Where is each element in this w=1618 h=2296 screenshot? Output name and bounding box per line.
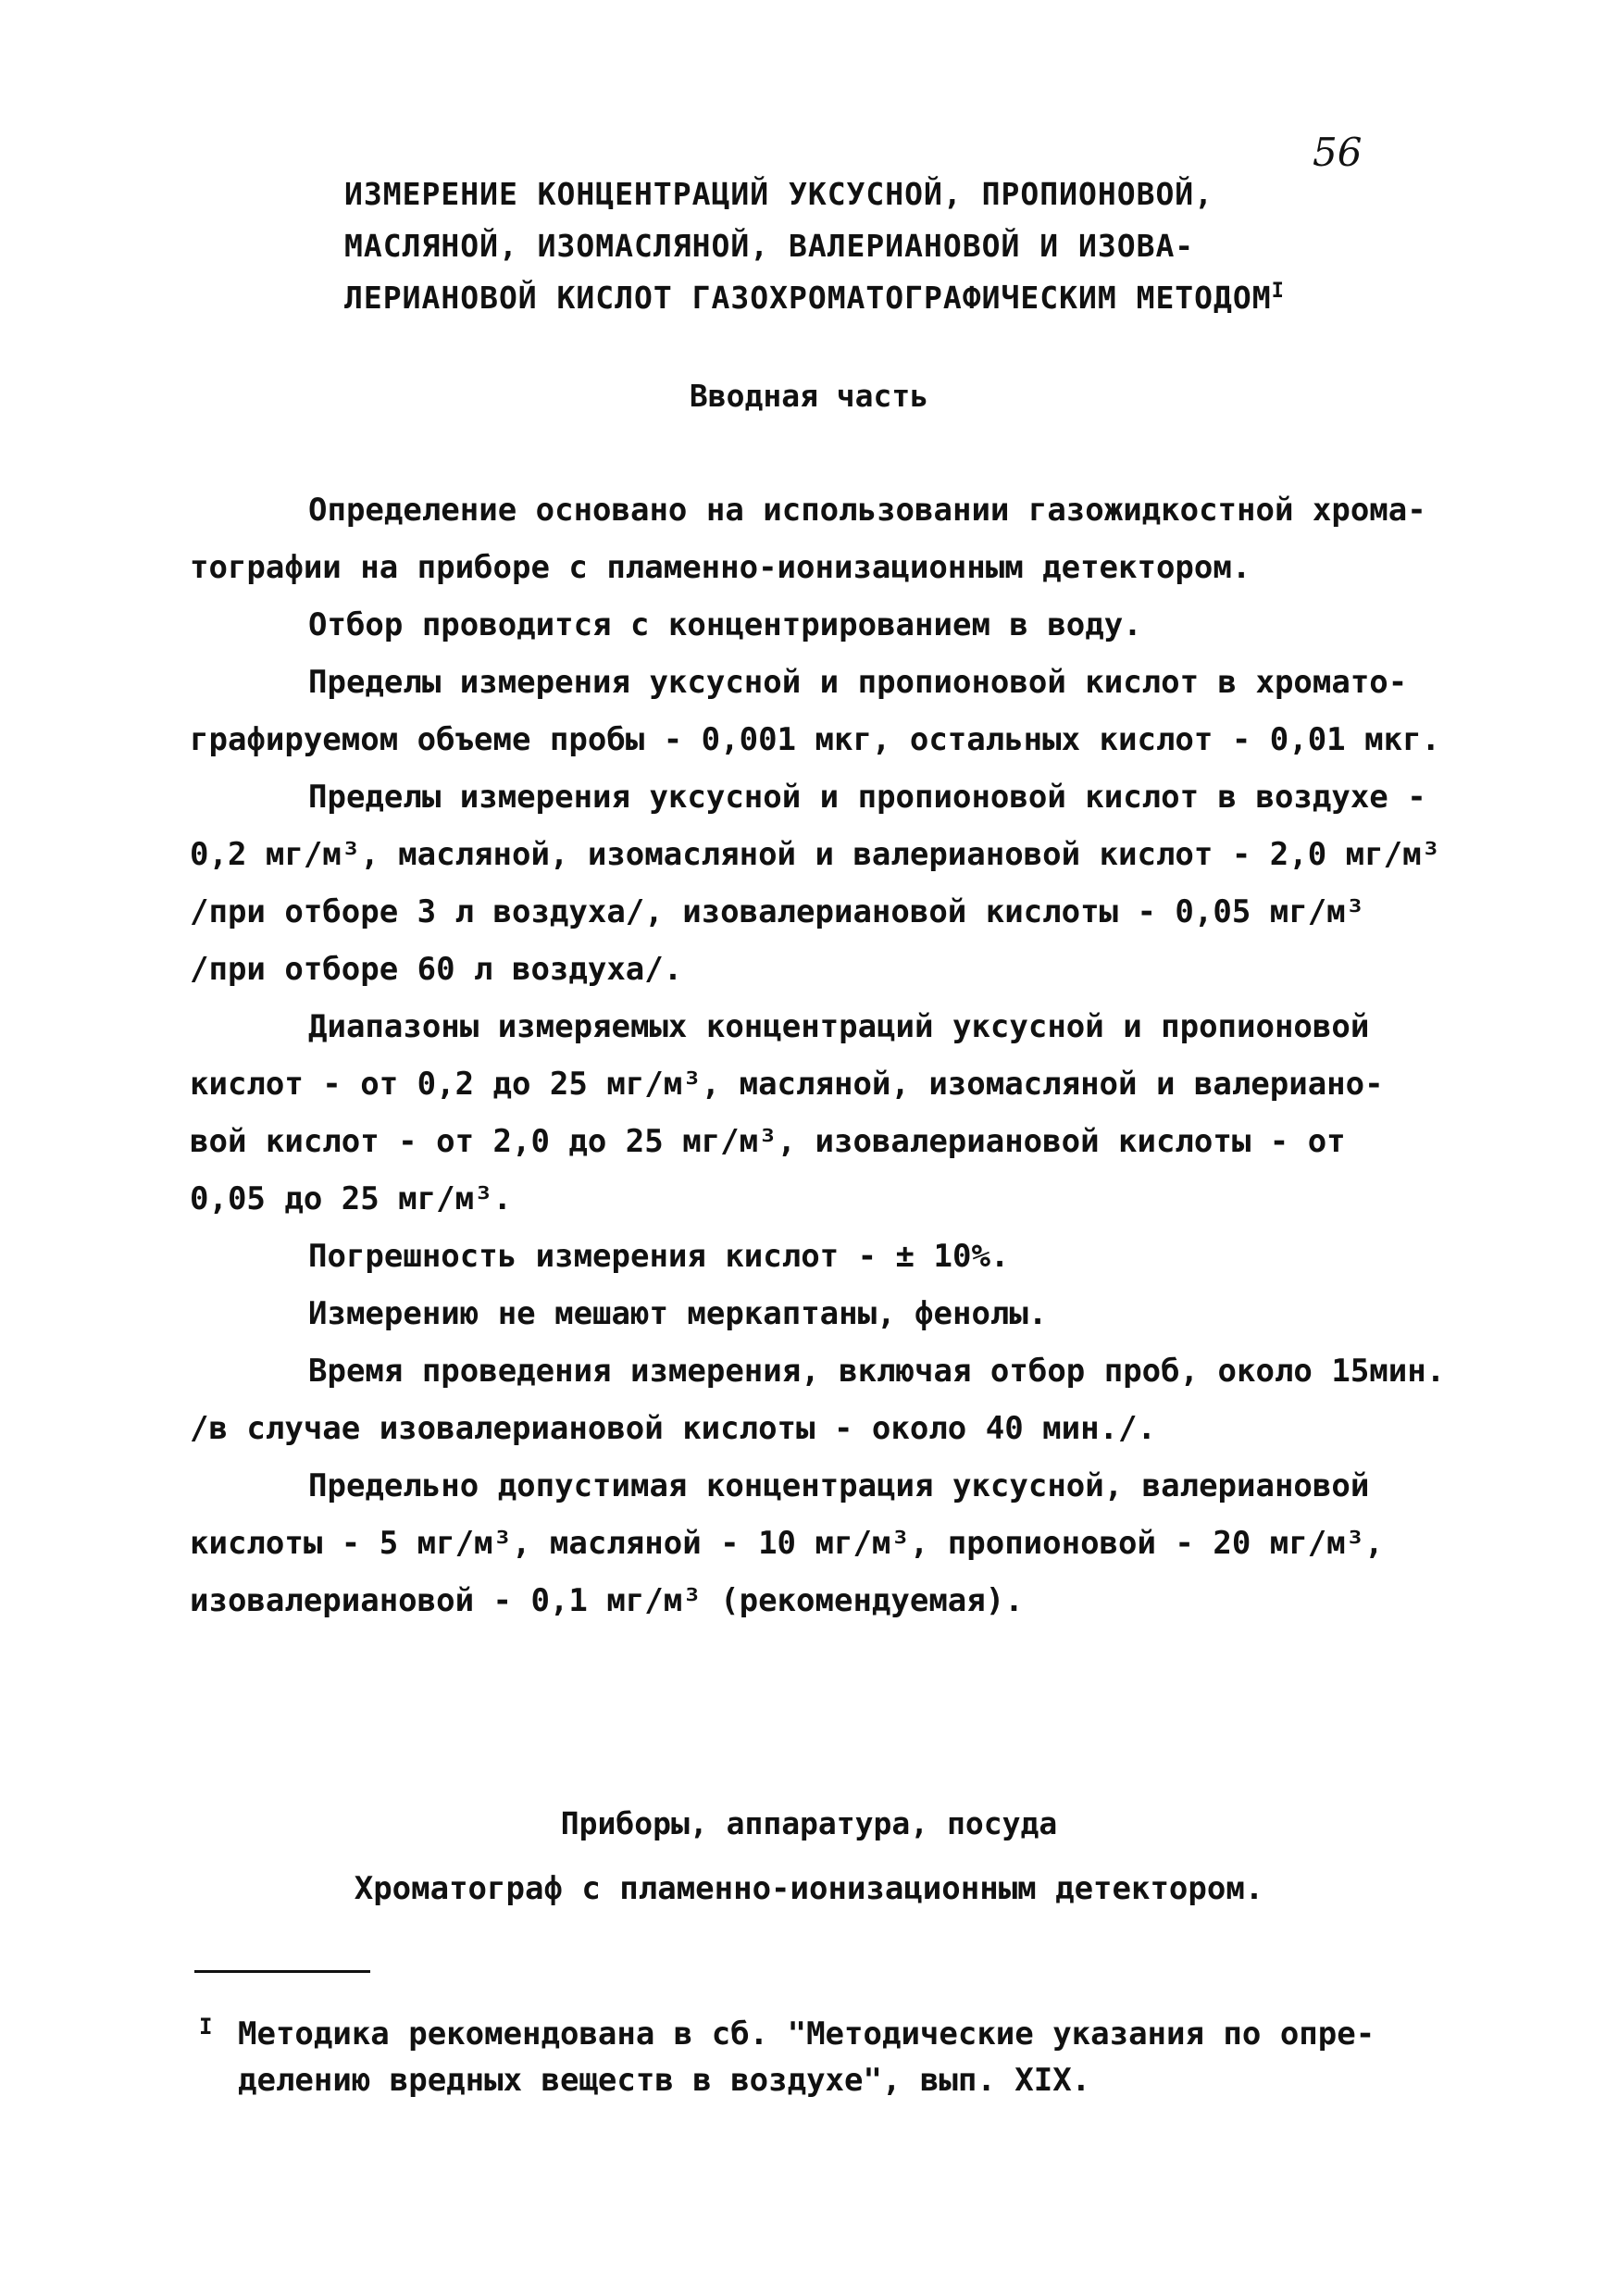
title-line: МАСЛЯНОЙ, ИЗОМАСЛЯНОЙ, ВАЛЕРИАНОВОЙ И ИЗОВА- (344, 228, 1195, 264)
intro-heading: Вводная часть (689, 378, 929, 414)
paragraph (190, 1457, 1449, 1629)
title-line (344, 272, 1455, 324)
text-line: Отбор проводится с концентрированием в воду. (308, 606, 1142, 643)
text-line: графируемом объеме пробы - 0,001 мкг, остальных кислот - 0,01 мкг. (190, 721, 1441, 758)
paragraph (190, 596, 1449, 654)
paragraph (190, 654, 1449, 768)
equipment-line: Хроматограф с пламенно-ионизационным детектором. (354, 1870, 1264, 1907)
text-line: Определение основано на использовании газожидкостной хрома- (308, 492, 1426, 529)
text-line: тографии на приборе с пламенно-ионизационным детектором. (190, 549, 1251, 586)
text-line: /при отборе 60 л воздуха/. (190, 951, 683, 988)
text-line: Измерению не мешают меркаптаны, фенолы. (308, 1295, 1048, 1332)
paragraph (190, 1285, 1449, 1342)
footnote-line: Методика рекомендована в сб. "Методические указания по опре- (238, 2015, 1375, 2053)
text-line: 0,2 мг/м³, масляной, изомасляной и валериановой кислот - 2,0 мг/м³ (190, 836, 1441, 873)
paragraph (190, 1342, 1449, 1457)
footnote-mark: I (199, 2014, 213, 2040)
text-line: Пределы измерения уксусной и пропионовой кислот в воздухе - (308, 779, 1426, 816)
text-line: /при отборе 3 л воздуха/, изовалериановой кислоты - 0,05 мг/м³ (190, 893, 1365, 930)
footnote-line: делению вредных веществ в воздухе", вып. XIX. (238, 2062, 1091, 2099)
intro-body (190, 481, 1449, 1629)
text-line: кислоты - 5 мг/м³, масляной - 10 мг/м³, пропионовой - 20 мг/м³, (190, 1525, 1384, 1562)
title-footnote-mark: I (1271, 280, 1285, 303)
paragraph (190, 481, 1449, 596)
text-line: /в случае изовалериановой кислоты - около 40 мин./. (190, 1410, 1156, 1447)
paragraph (190, 768, 1449, 998)
text-line: Диапазоны измеряемых концентраций уксусной и пропионовой (308, 1008, 1370, 1045)
page-number: 56 (1313, 130, 1363, 175)
text-line: кислот - от 0,2 до 25 мг/м³, масляной, изомасляной и валериано- (190, 1066, 1384, 1103)
paragraph (190, 998, 1449, 1228)
text-line: вой кислот - от 2,0 до 25 мг/м³, изовалериановой кислоты - от (190, 1123, 1346, 1160)
text-line: 0,05 до 25 мг/м³. (190, 1180, 512, 1217)
footnote (199, 2011, 1449, 2103)
document-title (344, 168, 1455, 324)
text-line: Погрешность измерения кислот - ± 10%. (308, 1238, 1010, 1275)
paragraph (190, 1228, 1449, 1285)
text-line: Пределы измерения уксусной и пропионовой кислот в хромато- (308, 664, 1408, 701)
title-line: ИЗМЕРЕНИЕ КОНЦЕНТРАЦИЙ УКСУСНОЙ, ПРОПИОНОВОЙ, (344, 176, 1214, 212)
text-line: Предельно допустимая концентрация уксусной, валериановой (308, 1467, 1370, 1504)
text-line: изовалериановой - 0,1 мг/м³ (рекомендуемая). (190, 1582, 1024, 1619)
text-line: Время проведения измерения, включая отбор проб, около 15мин. (308, 1353, 1446, 1390)
equipment-heading: Приборы, аппаратура, посуда (560, 1805, 1058, 1841)
title-line-text: ЛЕРИАНОВОЙ КИСЛОТ ГАЗОХРОМАТОГРАФИЧЕСКИМ МЕТОДОМ (344, 280, 1272, 316)
footnote-divider (194, 1970, 370, 1973)
